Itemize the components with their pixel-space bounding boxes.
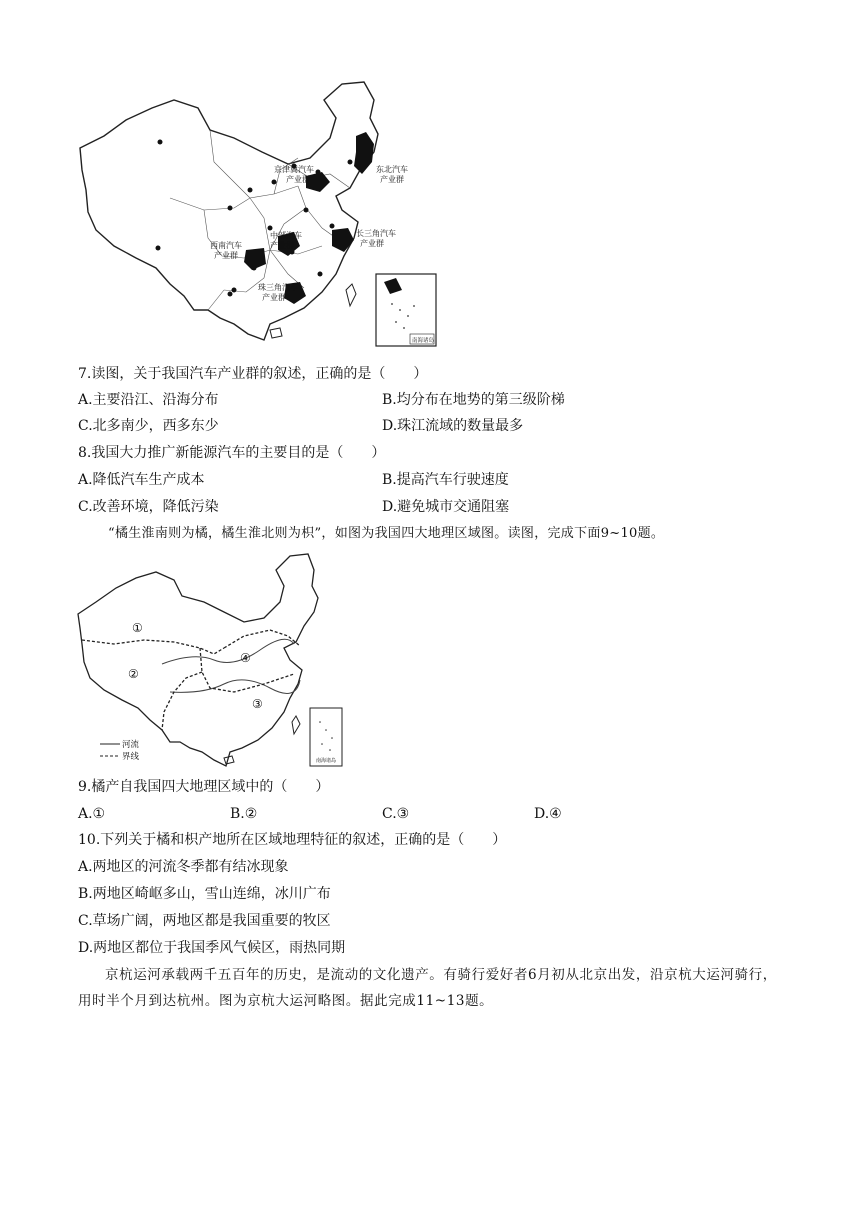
inset-label-2: 南海诸岛: [316, 758, 337, 764]
label-xinan-2: 产业群: [214, 251, 238, 260]
q10-option-b[interactable]: B.两地区崎岖多山，雪山连绵，冰川广布: [78, 886, 331, 902]
label-zhusanjiao-1: 珠三角汽车: [258, 283, 298, 292]
q9-option-c[interactable]: C.③: [382, 806, 410, 822]
region-label-1: ①: [132, 621, 143, 635]
label-dongbei-1: 东北汽车: [376, 165, 408, 174]
intro-9-10: “橘生淮南则为橘，橘生淮北则为枳”，如图为我国四大地理区域图。读图，完成下面9~10题。: [108, 526, 665, 541]
q9-option-a[interactable]: A.①: [78, 806, 106, 822]
q10-option-d[interactable]: D.两地区都位于我国季风气候区，雨热同期: [78, 940, 346, 956]
q9-option-b[interactable]: B.②: [230, 806, 258, 822]
label-dongbei-2: 产业群: [380, 175, 404, 184]
q9-option-d[interactable]: D.④: [534, 806, 562, 822]
taiwan-island-2: [292, 716, 300, 734]
q8-option-c[interactable]: C.改善环境，降低污染: [78, 499, 219, 515]
q7-option-b[interactable]: B.均分布在地势的第三级阶梯: [382, 392, 565, 408]
china-outline-2: [78, 554, 318, 766]
q10-option-a[interactable]: A.两地区的河流冬季都有结冰现象: [78, 859, 289, 875]
q8-option-d[interactable]: D.避免城市交通阻塞: [382, 499, 510, 515]
taiwan-island: [346, 284, 356, 306]
region-label-3: ③: [252, 697, 263, 711]
q7-option-a[interactable]: A.主要沿江、沿海分布: [78, 392, 219, 408]
intro-11-13: 京杭运河承载两千五百年的历史，是流动的文化遗产。有骑行爱好者6月初从北京出发，沿京杭大运河骑行，用时半个月到达杭州。图为京杭大运河略图。据此完成11~13题。: [78, 967, 777, 1009]
label-jingjinji-2: 产业群: [286, 175, 310, 184]
legend-river: 河流: [122, 740, 140, 750]
q8-option-b[interactable]: B.提高汽车行驶速度: [382, 472, 509, 488]
cluster-dongbei-blob: [354, 132, 374, 174]
label-changsanjiao-2: 产业群: [360, 239, 384, 248]
label-xinan-1: 西南汽车: [210, 241, 242, 250]
south-china-sea-inset-2: [310, 708, 342, 766]
label-zhongbu-2: 产业群: [270, 241, 294, 250]
legend-boundary: 界线: [122, 752, 140, 762]
region-label-2: ②: [128, 667, 139, 681]
label-jingjinji-1: 京津冀汽车: [274, 165, 314, 174]
map2-legend: [100, 739, 140, 762]
q8-option-a[interactable]: A.降低汽车生产成本: [78, 472, 205, 488]
rivers: [162, 639, 300, 693]
label-zhusanjiao-2: 产业群: [262, 293, 286, 302]
q7-stem: 7.读图，关于我国汽车产业群的叙述，正确的是（ ）: [78, 366, 428, 382]
q7-option-c[interactable]: C.北多南少，西多东少: [78, 418, 219, 434]
q10-option-c[interactable]: C.草场广阔，两地区都是我国重要的牧区: [78, 913, 331, 929]
cluster-xinan-blob: [244, 248, 266, 270]
q7-option-d[interactable]: D.珠江流域的数量最多: [382, 418, 524, 434]
china-four-regions-map: [74, 552, 344, 772]
label-changsanjiao-1: 长三角汽车: [356, 229, 396, 238]
label-zhongbu-1: 中部汽车: [270, 231, 302, 240]
south-china-sea-inset: [376, 274, 436, 346]
q9-stem: 9.橘产自我国四大地理区域中的（ ）: [78, 779, 330, 795]
region-label-4: ④: [240, 651, 251, 665]
q10-stem: 10.下列关于橘和枳产地所在区域地理特征的叙述，正确的是（ ）: [78, 832, 507, 848]
hainan-island-2: [224, 756, 234, 764]
inset-label-1: 南海诸岛: [412, 338, 435, 344]
cluster-changsanjiao-blob: [332, 228, 354, 252]
china-outline: [80, 82, 378, 340]
city-dots: [156, 140, 353, 297]
china-auto-cluster-map: [74, 78, 444, 348]
hainan-island: [270, 328, 282, 338]
q8-stem: 8.我国大力推广新能源汽车的主要目的是（ ）: [78, 445, 386, 461]
